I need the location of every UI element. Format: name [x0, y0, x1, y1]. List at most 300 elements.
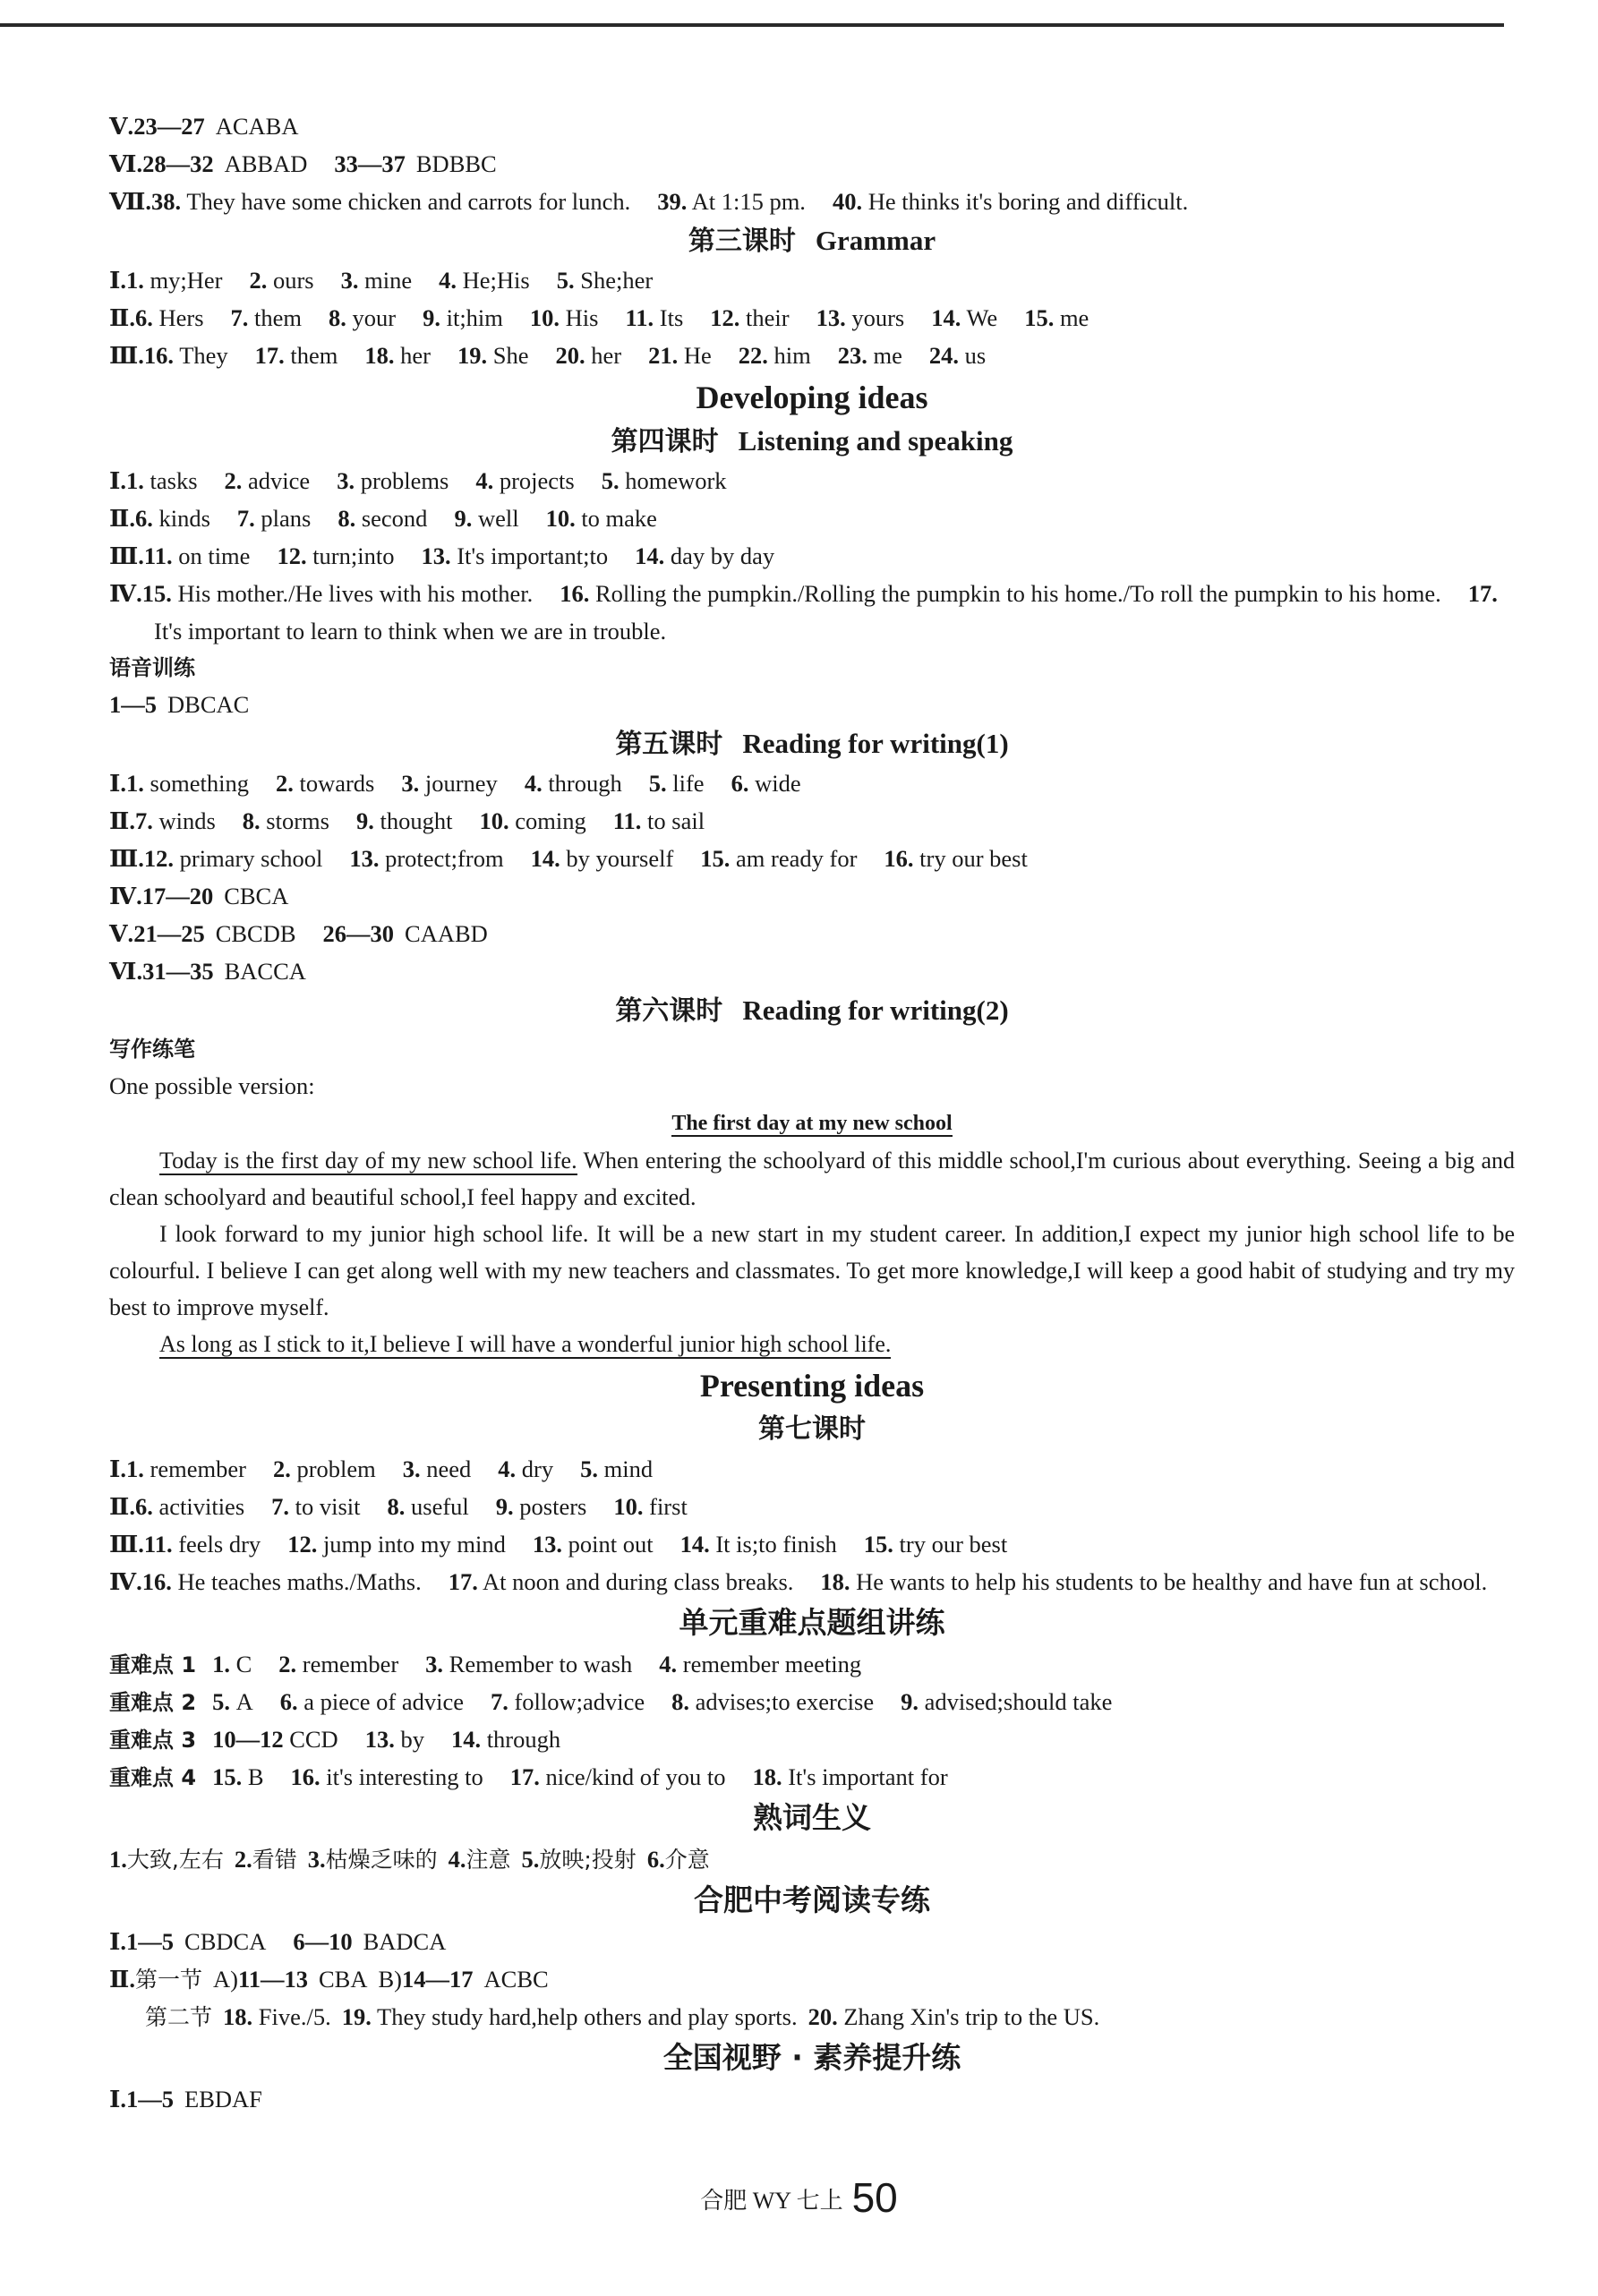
- paragraph-text: When entering the schoolyard of this middle school,I'm curious about everything. Seeing a big and clean schoolyard and beautiful school,I feel happy and excited.: [109, 1148, 1515, 1210]
- question-number: 14.: [450, 1726, 482, 1753]
- answer-text: life: [672, 770, 705, 797]
- answer-text: They study hard,help others and play sports.: [377, 2003, 798, 2030]
- question-number: 20.: [555, 342, 585, 369]
- answer-text: remember meeting: [682, 1651, 862, 1677]
- part-letter: B): [378, 1966, 402, 1993]
- answer-text: them: [254, 304, 303, 331]
- essay-title: [109, 1105, 1515, 1142]
- question-number: 11.: [625, 304, 654, 331]
- answer-line: [109, 1720, 1515, 1758]
- question-number: 11.: [143, 542, 173, 569]
- question-number: 1.: [126, 770, 144, 797]
- roman-numeral: Ⅳ.: [109, 580, 142, 607]
- question-number: 1.: [126, 267, 144, 294]
- roman-numeral: Ⅵ.: [109, 150, 143, 177]
- answer-text: They: [179, 342, 228, 369]
- answer-text: BACCA: [224, 958, 306, 985]
- answer-text: CBA: [319, 1966, 368, 1993]
- answer-text: problem: [296, 1455, 376, 1482]
- answer-text: coming: [515, 807, 586, 834]
- answer-text: it's interesting to: [326, 1763, 483, 1790]
- unit-key-points-heading: 单元重难点题组讲练: [679, 1605, 945, 1640]
- question-number: 3.: [340, 267, 359, 294]
- question-range: 23—27: [133, 113, 205, 140]
- question-number: 15.: [863, 1531, 893, 1558]
- question-range: 1—5: [126, 1928, 175, 1955]
- key-point-label: 重难点 4: [109, 1765, 197, 1790]
- roman-numeral: Ⅶ.: [109, 188, 152, 215]
- answer-text: B: [247, 1763, 264, 1790]
- answer-text: on time: [178, 542, 251, 569]
- question-number: 17.: [1467, 580, 1498, 607]
- answer-text: journey: [424, 770, 498, 797]
- answer-line: [109, 1758, 1515, 1796]
- question-number: 10—12: [212, 1726, 284, 1753]
- answer-text: to visit: [295, 1493, 361, 1520]
- question-number: 10.: [529, 304, 560, 331]
- answer-line: [109, 802, 1515, 840]
- answer-line: [109, 1488, 1515, 1525]
- answer-text: dry: [521, 1455, 554, 1482]
- answer-text: by yourself: [566, 845, 674, 872]
- answer-line-v: [109, 107, 1515, 145]
- lesson-7-heading: [109, 1409, 1515, 1450]
- answer-text: my;Her: [150, 267, 223, 294]
- answer-text: posters: [519, 1493, 587, 1520]
- essay-paragraph-1: [109, 1142, 1515, 1216]
- answer-text: She: [492, 342, 529, 369]
- answer-text: to make: [581, 505, 657, 532]
- underlined-sentence: Today is the first day of my new school life.: [159, 1148, 577, 1174]
- answer-text: them: [290, 342, 338, 369]
- question-number: 14.: [931, 304, 961, 331]
- question-number: 9.: [355, 807, 374, 834]
- question-number: 16.: [290, 1763, 320, 1790]
- answer-text: It is;to finish: [715, 1531, 837, 1558]
- grammar-answers: [109, 261, 1515, 374]
- question-number: 9.: [423, 304, 440, 331]
- answer-text: us: [964, 342, 987, 369]
- question-number: 23.: [837, 342, 867, 369]
- answer-line-hefei-i: [109, 1923, 1515, 1960]
- answer-text: yours: [851, 304, 905, 331]
- roman-numeral: Ⅵ.: [109, 958, 143, 985]
- answer-text: Its: [659, 304, 684, 331]
- answer-text: CBCA: [224, 883, 289, 909]
- question-number: 8.: [329, 304, 346, 331]
- lesson-title-cn: 第四课时: [611, 426, 719, 457]
- roman-numeral: Ⅱ.: [109, 807, 135, 834]
- answer-text: We: [966, 304, 998, 331]
- answer-text: tasks: [150, 467, 198, 494]
- roman-numeral: Ⅱ.: [109, 1966, 135, 1993]
- answer-text: 放映;投射: [539, 1847, 637, 1873]
- top-rule: [0, 23, 1504, 27]
- answer-line: [109, 952, 1515, 990]
- question-number: 14.: [679, 1531, 710, 1558]
- answer-text: His: [565, 304, 599, 331]
- roman-numeral: Ⅴ.: [109, 920, 134, 947]
- question-number: 14.: [635, 542, 665, 569]
- answer-line: [109, 1683, 1515, 1720]
- answer-text: projects: [499, 467, 575, 494]
- word-meaning-answers: [109, 1840, 1515, 1878]
- question-number: 12.: [277, 542, 307, 569]
- page-number: 50: [851, 2174, 898, 2221]
- answer-line: [109, 1525, 1515, 1563]
- question-number: 15.: [212, 1763, 243, 1790]
- answer-text: He;His: [462, 267, 530, 294]
- answer-text: DBCAC: [167, 691, 250, 718]
- part-label: 第二节: [145, 2004, 213, 2030]
- question-range: 11—13: [237, 1966, 308, 1993]
- question-number: 2.: [249, 267, 268, 294]
- answer-text: him: [773, 342, 811, 369]
- answer-text: first: [649, 1493, 688, 1520]
- answer-line: [109, 261, 1515, 299]
- question-number: 7.: [230, 304, 249, 331]
- question-number: 11.: [143, 1531, 173, 1558]
- answer-text: ours: [272, 267, 314, 294]
- answer-line: [109, 764, 1515, 802]
- answer-line-listening-iv: [109, 575, 1515, 650]
- answer-line: [109, 537, 1515, 575]
- answer-text: He teaches maths./Maths.: [177, 1568, 422, 1595]
- question-range: 14—17: [402, 1966, 474, 1993]
- question-range: 1—5: [109, 691, 157, 718]
- question-number: 13.: [532, 1531, 562, 1558]
- answer-text: 看错: [252, 1847, 297, 1873]
- answer-text: wide: [755, 770, 801, 797]
- question-number: 15.: [141, 580, 172, 607]
- hefei-reading-heading: 合肥中考阅读专练: [694, 1882, 930, 1917]
- question-number: 7.: [134, 807, 153, 834]
- question-range: 31—35: [142, 958, 214, 985]
- answer-text: ACBC: [483, 1966, 549, 1993]
- word-meaning-heading: 熟词生义: [753, 1800, 871, 1835]
- answer-text: it;him: [446, 304, 503, 331]
- answer-text: BDBBC: [415, 150, 497, 177]
- answer-text: At 1:15 pm.: [691, 188, 806, 215]
- question-range: 1—5: [126, 2086, 175, 2112]
- answer-text: me: [1059, 304, 1090, 331]
- answer-text: turn;into: [312, 542, 395, 569]
- answer-text: At noon and during class breaks.: [483, 1568, 794, 1595]
- writing-intro: One possible version:: [109, 1072, 315, 1099]
- section-heading-developing: Developing ideas: [696, 380, 928, 415]
- essay-title-text: The first day at my new school: [671, 1112, 953, 1135]
- answer-line-presenting-iv: [109, 1563, 1515, 1600]
- roman-numeral: Ⅴ.: [109, 113, 134, 140]
- answer-text: 介意: [664, 1847, 710, 1873]
- question-number: 3.: [402, 1455, 421, 1482]
- answer-text: ABBAD: [224, 150, 308, 177]
- answer-text: winds: [158, 807, 216, 834]
- roman-numeral: Ⅱ.: [109, 304, 135, 331]
- answer-text: 注意: [466, 1847, 511, 1873]
- question-number: 10.: [545, 505, 576, 532]
- lesson-title-en: Reading for writing(1): [742, 728, 1009, 759]
- question-number: 6.: [279, 1688, 298, 1715]
- roman-numeral: Ⅰ.: [109, 467, 127, 494]
- answer-text: mine: [364, 267, 413, 294]
- question-number: 15.: [1024, 304, 1055, 331]
- answer-text: remember: [150, 1455, 246, 1482]
- answer-line: [109, 337, 1515, 374]
- question-number: 6.: [134, 1493, 153, 1520]
- answer-text: your: [352, 304, 397, 331]
- lesson-title-cn: 第三课时: [688, 226, 796, 257]
- answer-text: her: [591, 342, 622, 369]
- answer-text: advises;to exercise: [695, 1688, 875, 1715]
- answer-text: second: [361, 505, 428, 532]
- question-number: 6.: [646, 1846, 665, 1873]
- question-number: 9.: [454, 505, 473, 532]
- question-number: 10.: [479, 807, 509, 834]
- answer-text: advice: [248, 467, 311, 494]
- question-number: 15.: [700, 845, 731, 872]
- question-number: 39.: [657, 188, 688, 215]
- question-number: 13.: [349, 845, 380, 872]
- question-number: 3.: [337, 467, 355, 494]
- answer-text: Hers: [158, 304, 204, 331]
- question-number: 4.: [448, 1846, 466, 1873]
- question-number: 18.: [364, 342, 395, 369]
- question-number: 3.: [425, 1651, 444, 1677]
- answer-text: He: [683, 342, 712, 369]
- answer-text: try our best: [919, 845, 1028, 872]
- answer-text: EBDAF: [184, 2086, 262, 2112]
- unit-key-points-answers: [109, 1645, 1515, 1796]
- question-number: 7.: [236, 505, 255, 532]
- lesson-6-heading: [109, 990, 1515, 1031]
- presenting-answers: [109, 1450, 1515, 1563]
- lesson-title-cn: 第五课时: [615, 729, 723, 760]
- question-number: 8.: [671, 1688, 690, 1715]
- question-number: 1.: [126, 1455, 144, 1482]
- answer-text: follow;advice: [514, 1688, 645, 1715]
- answer-text: CCD: [289, 1726, 338, 1753]
- answer-text: His mother./He lives with his mother.: [177, 580, 534, 607]
- answer-text: He thinks it's boring and difficult.: [867, 188, 1189, 215]
- answer-text: feels dry: [178, 1531, 261, 1558]
- answer-text: remember: [302, 1651, 399, 1677]
- answer-text: 枯燥乏味的: [325, 1847, 438, 1873]
- answer-text: me: [873, 342, 902, 369]
- question-number: 13.: [421, 542, 451, 569]
- answer-text: It's important to learn to think when we are in trouble.: [154, 618, 667, 644]
- key-point-label: 重难点 3: [109, 1728, 197, 1753]
- answer-text: well: [477, 505, 519, 532]
- answer-text: Zhang Xin's trip to the US.: [843, 2003, 1100, 2030]
- question-number: 1.: [109, 1846, 127, 1873]
- answer-line: [109, 840, 1515, 877]
- answer-line: [109, 299, 1515, 337]
- answer-line: [109, 1645, 1515, 1683]
- answer-text: problems: [360, 467, 449, 494]
- question-number: 18.: [752, 1763, 782, 1790]
- writing-label: 写作练笔: [109, 1037, 195, 1062]
- answer-text: through: [548, 770, 622, 797]
- question-number: 17.: [509, 1763, 540, 1790]
- roman-numeral: Ⅳ.: [109, 1568, 142, 1595]
- question-number: 3.: [401, 770, 420, 797]
- answer-text: It's important;to: [457, 542, 609, 569]
- answer-line: [109, 499, 1515, 537]
- answer-text: protect;from: [385, 845, 504, 872]
- question-range: 33—37: [334, 150, 406, 177]
- question-number: 10.: [613, 1493, 644, 1520]
- answer-text: A: [235, 1688, 253, 1715]
- footer-text: 合肥 WY 七上: [700, 2188, 843, 2214]
- answer-line-national-i: [109, 2080, 1515, 2118]
- essay-paragraph-3: [109, 1326, 1515, 1362]
- roman-numeral: Ⅰ.: [109, 1928, 127, 1955]
- answer-text: thought: [380, 807, 453, 834]
- key-point-label: 重难点 1: [109, 1652, 197, 1677]
- answer-text: towards: [299, 770, 375, 797]
- question-number: 19.: [341, 2003, 372, 2030]
- answer-text: their: [746, 304, 790, 331]
- answer-text: CBDCA: [184, 1928, 267, 1955]
- answer-text: Remember to wash: [449, 1651, 633, 1677]
- answer-line-vi: [109, 145, 1515, 183]
- question-number: 6.: [134, 505, 153, 532]
- answer-text: plans: [261, 505, 312, 532]
- question-number: 2.: [275, 770, 294, 797]
- answer-line-pronunciation: [109, 686, 1515, 723]
- answer-line: [109, 462, 1515, 499]
- answer-text: It's important for: [788, 1763, 948, 1790]
- section-heading-presenting: Presenting ideas: [699, 1368, 925, 1404]
- answer-text: her: [400, 342, 431, 369]
- question-number: 5.: [556, 267, 575, 294]
- roman-numeral: Ⅱ.: [109, 505, 135, 532]
- question-number: 16.: [560, 580, 590, 607]
- question-number: 22.: [738, 342, 768, 369]
- question-number: 3.: [307, 1846, 326, 1873]
- answer-text: day by day: [670, 542, 775, 569]
- answer-text: need: [426, 1455, 472, 1482]
- question-number: 2.: [272, 1455, 291, 1482]
- question-number: 18.: [223, 2003, 253, 2030]
- answer-text: BADCA: [363, 1928, 447, 1955]
- roman-numeral: Ⅰ.: [109, 770, 127, 797]
- answer-text: 大致,左右: [126, 1847, 224, 1873]
- page-footer: [0, 2173, 1598, 2222]
- answer-text: CAABD: [405, 920, 488, 947]
- question-number: 12.: [287, 1531, 318, 1558]
- question-number: 2.: [224, 467, 243, 494]
- question-number: 8.: [338, 505, 356, 532]
- question-number: 5.: [521, 1846, 540, 1873]
- lesson-title-cn: 第七课时: [758, 1413, 866, 1445]
- lesson-5-heading: [109, 723, 1515, 764]
- key-point-label: 重难点 2: [109, 1690, 197, 1715]
- question-number: 4.: [439, 267, 457, 294]
- listening-answers: [109, 462, 1515, 575]
- answer-text: mind: [603, 1455, 654, 1482]
- answer-text: C: [235, 1651, 252, 1677]
- answer-text: by: [400, 1726, 424, 1753]
- answer-text: He wants to help his students to be healthy and have fun at school.: [856, 1568, 1488, 1595]
- question-number: 5.: [212, 1688, 230, 1715]
- answer-text: something: [150, 770, 249, 797]
- question-number: 21.: [648, 342, 679, 369]
- answer-line-hefei-ii: [109, 1960, 1515, 1998]
- answer-text: She;her: [580, 267, 654, 294]
- question-range: 17—20: [141, 883, 214, 909]
- question-number: 8.: [242, 807, 261, 834]
- national-heading: 全国视野 · 素养提升练: [662, 2040, 961, 2075]
- question-number: 7.: [490, 1688, 508, 1715]
- essay-paragraph-2: I look forward to my junior high school life. It will be a new start in my student career. In addition,I expect my junior high school life to be colourful. I believe I can get along well with my new teachers and classmates. To get more knowledge,I will keep a good habit of studying and try my best to improve myself.: [109, 1221, 1515, 1320]
- question-number: 8.: [387, 1493, 406, 1520]
- question-number: 5.: [601, 467, 620, 494]
- question-number: 17.: [254, 342, 285, 369]
- answer-text: nice/kind of you to: [545, 1763, 726, 1790]
- answer-text: am ready for: [736, 845, 858, 872]
- question-number: 18.: [820, 1568, 850, 1595]
- roman-numeral: Ⅱ.: [109, 1493, 135, 1520]
- question-number: 9.: [495, 1493, 514, 1520]
- underlined-sentence: As long as I stick to it,I believe I will have a wonderful junior high school life.: [159, 1331, 892, 1357]
- answer-text: try our best: [899, 1531, 1008, 1558]
- question-number: 7.: [271, 1493, 290, 1520]
- question-range: 26—30: [322, 920, 395, 947]
- question-number: 6.: [134, 304, 153, 331]
- lesson-title-cn: 第六课时: [615, 995, 723, 1027]
- question-number: 6.: [731, 770, 749, 797]
- answer-text: They have some chicken and carrots for lunch.: [186, 188, 631, 215]
- part-label: 第一节: [134, 1967, 202, 1993]
- answer-text: to sail: [647, 807, 705, 834]
- answer-line: [109, 1450, 1515, 1488]
- question-range: 28—32: [142, 150, 214, 177]
- question-number: 4.: [659, 1651, 678, 1677]
- answer-text: ACABA: [215, 113, 299, 140]
- lesson-4-heading: [109, 421, 1515, 462]
- question-number: 20.: [808, 2003, 838, 2030]
- question-number: 16.: [884, 845, 914, 872]
- roman-numeral: Ⅳ.: [109, 883, 142, 909]
- answer-line-vii: [109, 183, 1515, 220]
- answer-text: jump into my mind: [322, 1531, 506, 1558]
- answer-text: primary school: [179, 845, 323, 872]
- answer-line: [109, 877, 1515, 915]
- answer-text: kinds: [158, 505, 210, 532]
- answer-text: storms: [266, 807, 329, 834]
- question-number: 2.: [234, 1846, 252, 1873]
- answer-text: useful: [411, 1493, 469, 1520]
- question-number: 38.: [151, 188, 182, 215]
- lesson-3-heading: [109, 220, 1515, 261]
- question-number: 12.: [710, 304, 740, 331]
- question-number: 4.: [524, 770, 543, 797]
- question-number: 16.: [141, 1568, 172, 1595]
- answer-text: homework: [625, 467, 727, 494]
- question-number: 40.: [832, 188, 863, 215]
- question-number: 13.: [816, 304, 846, 331]
- question-number: 12.: [143, 845, 175, 872]
- answer-text: a piece of advice: [303, 1688, 464, 1715]
- answer-text: advised;should take: [924, 1688, 1113, 1715]
- question-number: 13.: [364, 1726, 395, 1753]
- lesson-title-en: Grammar: [815, 225, 936, 256]
- question-range: 6—10: [293, 1928, 353, 1955]
- question-number: 5.: [580, 1455, 598, 1482]
- answer-line-hefei-ii-part2: [109, 1998, 1515, 2036]
